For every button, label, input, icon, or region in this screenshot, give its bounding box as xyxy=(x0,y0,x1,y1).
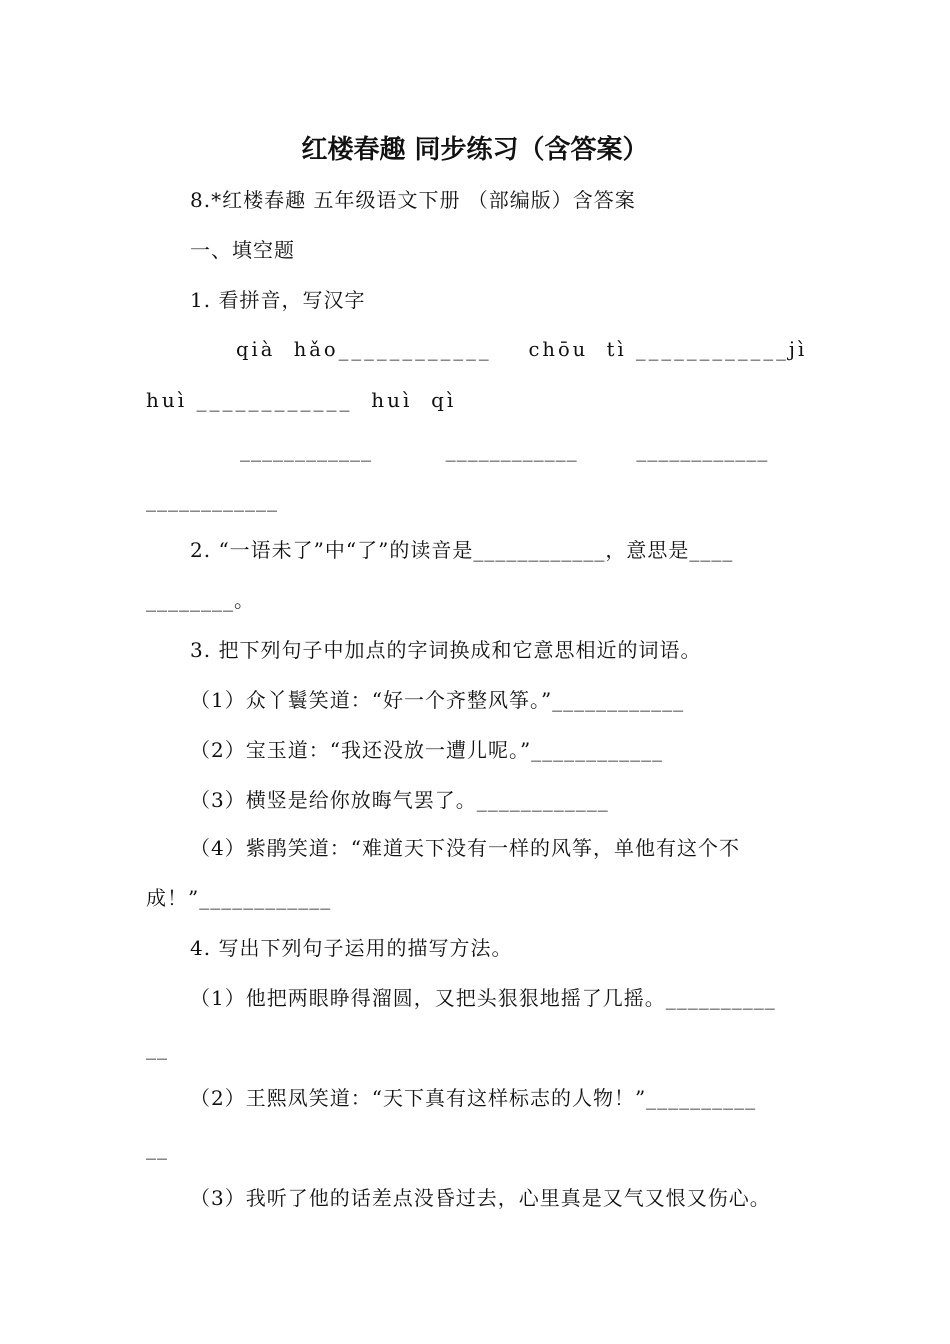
question-2-line-1: 2. “一语未了”中“了”的读音是____________，意思是____ xyxy=(190,538,734,562)
question-3-item-2: （2）宝玉道：“我还没放一遭儿呢。”____________ xyxy=(190,738,664,762)
question-3-item-4-line-1: （4）紫鹃笑道：“难道天下没有一样的风筝，单他有这个不 xyxy=(190,836,740,860)
question-3-item-1: （1）众丫鬟笑道：“好一个齐整风筝。”____________ xyxy=(190,688,685,712)
question-3-item-3: （3）横竖是给你放晦气罢了。____________ xyxy=(190,788,609,812)
document-title: 红楼春趣 同步练习（含答案） xyxy=(301,135,649,165)
question-1-blanks-line-4: ____________ xyxy=(146,488,278,512)
question-4-prompt: 4. 写出下列句子运用的描写方法。 xyxy=(190,936,513,960)
question-4-item-3: （3）我听了他的话差点没昏过去，心里真是又气又恨又伤心。 xyxy=(190,1186,771,1210)
question-4-item-2-line-1: （2）王熙凤笑道：“天下真有这样标志的人物！”__________ xyxy=(190,1086,757,1110)
question-2-line-2: ________。 xyxy=(146,588,255,612)
question-1-prompt: 1. 看拼音，写汉字 xyxy=(190,288,366,312)
document-subtitle: 8.*红楼春趣 五年级语文下册 （部编版）含答案 xyxy=(190,188,636,212)
section-heading-fill-in: 一、填空题 xyxy=(190,238,295,262)
question-1-blanks-line-3: ____________ ____________ ____________ xyxy=(240,438,769,462)
question-4-item-1-line-2: __ xyxy=(146,1036,168,1060)
question-1-pinyin-line-2: huì ____________ huì qì xyxy=(146,388,457,412)
question-3-prompt: 3. 把下列句子中加点的字词换成和它意思相近的词语。 xyxy=(190,638,702,662)
question-1-pinyin-line-1: qià hǎo____________ chōu tì ____________jì xyxy=(236,338,808,361)
question-4-item-1-line-1: （1）他把两眼睁得溜圆，又把头狠狠地摇了几摇。__________ xyxy=(190,986,776,1010)
question-4-item-2-line-2: __ xyxy=(146,1136,168,1160)
question-3-item-4-line-2: 成！”____________ xyxy=(146,886,332,910)
